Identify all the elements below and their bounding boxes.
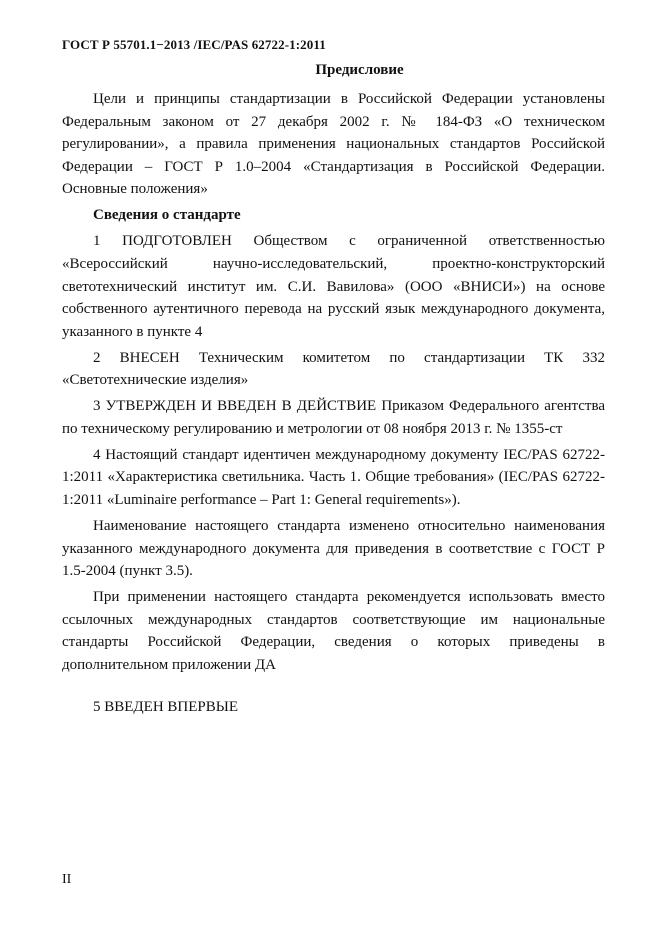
item-prepared: 1 ПОДГОТОВЛЕН Обществом с ограниченной ответственностью «Всероссийский научно-исследовательский, проектно-конструкторский светотехнический институт им. С.И. Вавилова» (ООО «ВНИСИ») на основе собственного аутентичного перевода на русский язык международного документа, указанного в пункте 4 — [62, 233, 605, 340]
item-name-changed: Наименование настоящего стандарта изменено относительно наименования указанного международного документа для приведения в соответствие с ГОСТ Р 1.5-2004 (пункт 3.5). — [62, 518, 605, 580]
spacer — [62, 680, 605, 696]
item-identical: 4 Настоящий стандарт идентичен международному документу IEC/PAS 62722-1:2011 «Характеристика светильника. Часть 1. Общие требования» (IEC/PAS 62722-1:2011 «Luminaire performance – Part 1: General requirements»). — [62, 446, 605, 509]
intro-paragraph: Цели и принципы стандартизации в Российской Федерации установлены Федеральным законом от 27 декабря 2002 г. № 184-ФЗ «О техническом регулировании», а правила применения национальных стандартов Российской Федерации – ГОСТ Р 1.0–2004 «Стандартизация в Российской Федерации. Основные положения» — [62, 91, 605, 198]
document-body — [62, 88, 605, 722]
page-number: II — [62, 872, 72, 887]
page-title: Предисловие — [315, 62, 404, 78]
item-submitted: 2 ВНЕСЕН Техническим комитетом по стандартизации ТК 332 «Светотехнические изделия» — [62, 349, 605, 389]
document-header: ГОСТ Р 55701.1−2013 /IEC/PAS 62722-1:2011 — [62, 37, 326, 52]
item-national-standards: При применении настоящего стандарта рекомендуется использовать вместо ссылочных международных стандартов соответствующие им национальные стандарты Российской Федерации, сведения о которых приведены в дополнительном приложении ДА — [62, 589, 605, 673]
item-introduced-first: 5 ВВЕДЕН ВПЕРВЫЕ — [93, 698, 238, 715]
section-heading: Сведения о стандарте — [93, 207, 241, 224]
item-approved: 3 УТВЕРЖДЕН И ВВЕДЕН В ДЕЙСТВИЕ Приказом Федерального агентства по техническому регулированию и метрологии от 08 ноября 2013 г. № 1355-ст — [62, 398, 605, 437]
